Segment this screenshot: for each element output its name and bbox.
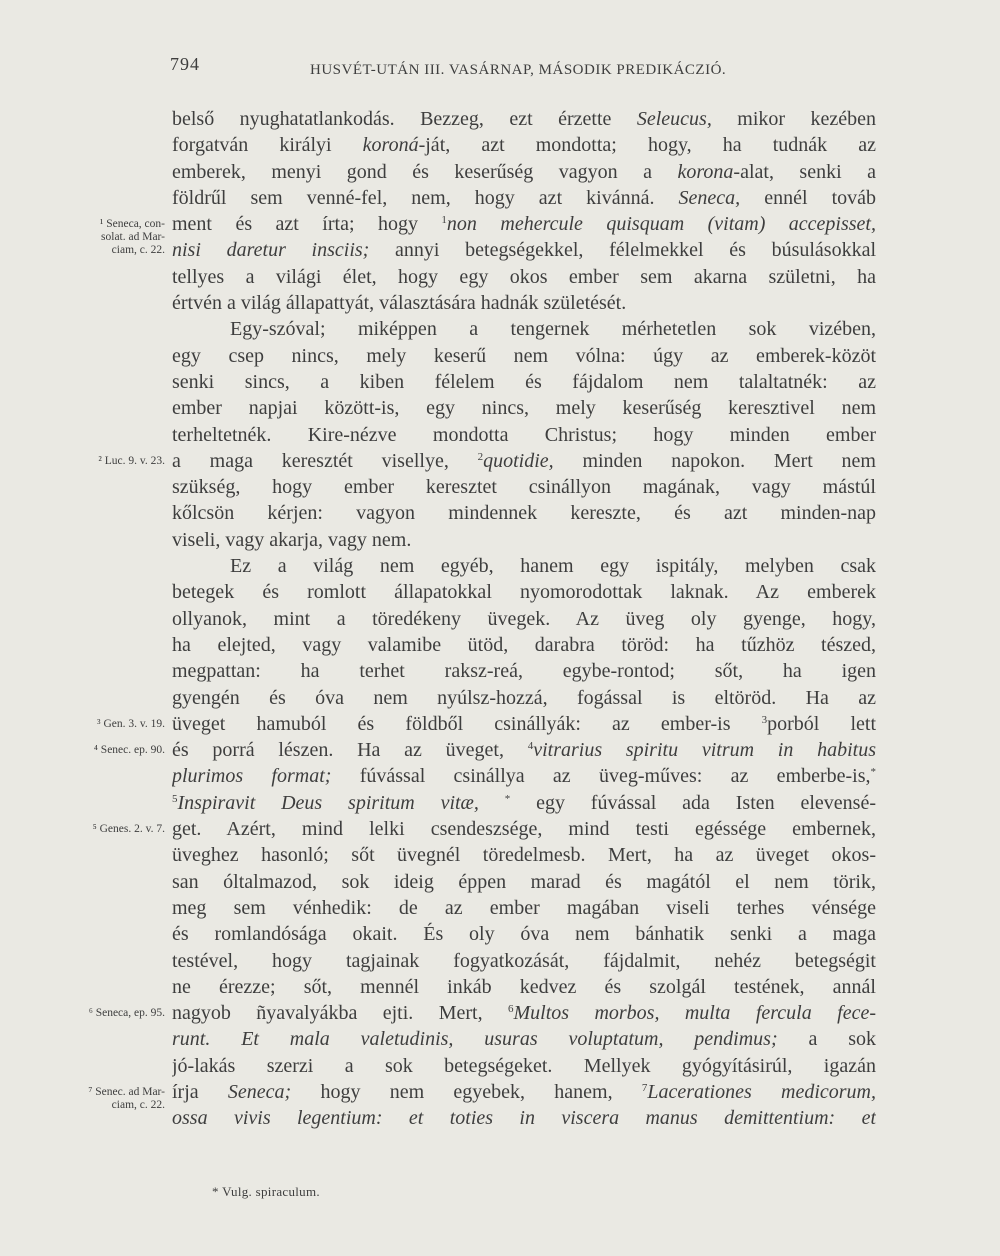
text-line (172, 921, 876, 947)
margin-note (50, 718, 165, 731)
text-run: ember napjai között-is, egy nincs, mely keserűség keresztivel nem (172, 397, 876, 420)
margin-note-line: ² Luc. 9. v. 23. (98, 454, 165, 467)
text-run: -alat, senki a (733, 160, 876, 183)
text-line (172, 790, 876, 816)
text-line (172, 132, 876, 158)
text-line (172, 369, 876, 395)
running-head: HUSVÉT-UTÁN III. VASÁRNAP, MÁSODIK PREDIKÁCZIÓ. (310, 62, 727, 78)
text-run: és porrá lészen. Ha az üveget, (172, 739, 528, 762)
text-line (172, 395, 876, 421)
text-run: Egy-szóval; miképpen a tengernek mérhetetlen sok vizében, (230, 318, 876, 341)
text-run: viseli, vagy akarja, vagy nem. (172, 528, 412, 551)
text-line (172, 237, 876, 263)
text-run: ment és azt írta; hogy (172, 213, 442, 236)
margin-note-line: ciam, c. 22. (111, 1099, 165, 1112)
margin-note-line: ⁴ Senec. ep. 90. (93, 744, 165, 757)
text-line (172, 974, 876, 1000)
text-run: san óltalmazod, sok ideig éppen marad és magától el nem törik, (172, 870, 876, 893)
text-line (172, 474, 876, 500)
text-run: tellyes a világi élet, hogy egy okos ember sem akarna születni, ha (172, 265, 876, 288)
margin-note-line: ciam, c. 22. (111, 244, 165, 257)
text-line (172, 290, 876, 316)
text-run: szükség, hogy ember keresztet csinállyon magának, vagy mástúl (172, 476, 876, 499)
text-run: vitrarius spiritu vitrum in habitus (533, 739, 876, 762)
text-run: Seneca, (678, 186, 741, 209)
note-marker: 5 (172, 792, 178, 805)
text-run: gyengén és óva nem nyúlsz-hozzá, fogással is eltöröd. Ha az (172, 686, 876, 709)
text-run: jó-lakás szerzi a sok betegségeket. Mellyek gyógyításirúl, igazán (172, 1054, 876, 1077)
text-run: forgatván királyi (172, 134, 363, 157)
text-line (172, 343, 876, 369)
text-run: ha elejted, vagy valamibe ütöd, darabra töröd: ha tűzhöz tészed, (172, 633, 876, 656)
text-run: kőlcsön kérjen: vagyon mindennek kereszte, és azt minden-nap (172, 502, 876, 525)
margin-note (50, 823, 165, 836)
text-run: Ez a világ nem egyéb, hanem egy ispitály, melyben csak (230, 555, 876, 578)
text-run: porból lett (767, 712, 876, 735)
text-run: -ját, azt mondotta; hogy, ha tudnák az (418, 134, 876, 157)
text-line (172, 658, 876, 684)
margin-note-line: solat. ad Mar- (101, 231, 165, 244)
text-run: Lacerationes medicorum, (647, 1080, 876, 1103)
text-run: non mehercule quisquam (vitam) accepisset, (446, 213, 876, 236)
text-line (172, 816, 876, 842)
page-header (170, 54, 880, 82)
text-run: korona (677, 160, 734, 183)
note-marker: 7 (641, 1081, 648, 1094)
text-line (172, 842, 876, 868)
text-line (172, 1026, 876, 1052)
margin-note (50, 218, 165, 257)
margin-note (50, 1007, 165, 1020)
margin-note-line: ⁶ Seneca, ep. 95. (88, 1007, 165, 1020)
text-run: nisi daretur insciis; (172, 239, 370, 262)
text-run: üveget hamuból és földből csinállyák: az ember-is (172, 712, 762, 735)
text-run: fúvással csinállya az üveg-műves: az emberbe-is, (331, 765, 871, 788)
text-line (172, 106, 876, 132)
text-line (172, 422, 876, 448)
text-line (172, 606, 876, 632)
text-line (172, 159, 876, 185)
page-number: 794 (170, 54, 200, 74)
text-run: ne érezze; sőt, mennél inkáb kedvez és szolgál testének, annál (172, 975, 876, 998)
text-run: egy csep nincs, mely keserű nem vólna: úgy az emberek-közöt (172, 344, 876, 367)
footnote: * Vulg. spiraculum. (212, 1184, 320, 1199)
note-marker: * (870, 766, 876, 779)
margin-note (50, 455, 165, 468)
text-run: mikor kezében (711, 108, 876, 130)
text-line (172, 500, 876, 526)
margin-note (50, 1086, 165, 1112)
text-run: minden napokon. Mert nem (553, 449, 876, 472)
note-marker: 6 (507, 1003, 514, 1016)
text-run: nagyob ñyavalyákba ejti. Mert, (172, 1002, 508, 1025)
text-line (172, 553, 876, 579)
body-text (172, 106, 876, 1132)
text-line (172, 264, 876, 290)
margin-note-line: ⁷ Senec. ad Mar- (88, 1086, 165, 1099)
text-run: Multos morbos, multa fercula fece- (513, 1002, 876, 1025)
margin-note-line: ³ Gen. 3. v. 19. (97, 717, 165, 730)
text-line (172, 211, 876, 237)
text-line (172, 737, 876, 763)
text-line (172, 895, 876, 921)
text-run: Seleucus, (636, 108, 712, 130)
text-run: hogy nem egyebek, hanem, (291, 1080, 642, 1103)
text-run: földrűl sem venné-fel, nem, hogy azt kivánná. (172, 186, 679, 209)
text-line (172, 711, 876, 737)
text-run: megpattan: ha terhet raksz-reá, egybe-rontod; sőt, ha igen (172, 660, 876, 683)
margin-note-line: ⁵ Genes. 2. v. 7. (92, 823, 165, 836)
text-run: quotidie, (483, 449, 554, 472)
text-run: annyi betegségekkel, félelmekkel és búsulásokkal (369, 239, 876, 262)
note-marker: * (504, 792, 511, 805)
note-marker: 3 (761, 713, 768, 726)
text-run: belső nyughatatlankodás. Bezzeg, ezt érzette (172, 108, 637, 130)
text-run: a sok (777, 1028, 876, 1051)
text-run: koroná (362, 134, 419, 157)
margin-note (50, 744, 165, 757)
text-run: egy fúvással ada Isten elevensé- (510, 791, 876, 814)
note-marker: 2 (477, 450, 484, 463)
text-line (172, 448, 876, 474)
text-run: Inspiravit Deus spiritum vitæ, (177, 791, 479, 814)
text-run (479, 792, 505, 814)
text-line (172, 1079, 876, 1105)
text-run: a maga keresztét visellye, (172, 449, 478, 472)
text-line (172, 632, 876, 658)
text-line (172, 685, 876, 711)
text-line (172, 1000, 876, 1026)
text-run: üveghez hasonló; sőt üvegnél töredelmesb. Mert, ha az üveget okos- (172, 844, 876, 867)
text-run: senki sincs, a kiben félelem és fájdalom nem talaltatnék: az (172, 370, 876, 393)
note-marker: 4 (527, 740, 534, 753)
text-line (172, 948, 876, 974)
text-run: testével, hogy tagjainak fogyatkozását, fájdalmit, nehéz betegségit (172, 949, 876, 972)
text-run: és romlandósága okait. És oly óva nem bánhatik senki a maga (172, 923, 876, 946)
text-run: runt. Et mala valetudinis, usuras voluptatum, pendimus; (172, 1028, 778, 1051)
text-run: Seneca; (227, 1080, 292, 1103)
text-run: terheltetnék. Kire-nézve mondotta Christus; hogy minden ember (172, 423, 876, 446)
text-run: plurimos format; (172, 765, 332, 788)
text-run: ossa vivis legentium: et toties in viscera manus demittentium: et (172, 1107, 876, 1130)
text-run: betegek és romlott állapatokkal nyomorodottak laknak. Az emberek (172, 581, 876, 604)
text-run: írja (172, 1080, 228, 1103)
text-line (172, 185, 876, 211)
text-run: ollyanok, mint a töredékeny üvegek. Az üveg oly gyenge, hogy, (172, 607, 876, 630)
margin-note-line: ¹ Seneca, con- (99, 218, 165, 231)
text-line (172, 763, 876, 789)
note-marker: 1 (441, 214, 447, 227)
text-line (172, 527, 876, 553)
text-line (172, 1105, 876, 1131)
text-line (172, 579, 876, 605)
text-run: emberek, menyi gond és keserűség vagyon a (172, 160, 678, 183)
text-line (172, 869, 876, 895)
text-run: get. Azért, mind lelki csendeszsége, mind testi egéssége embernek, (172, 818, 876, 841)
text-line (172, 316, 876, 342)
text-line (172, 1053, 876, 1079)
text-run: értvén a világ állapattyát, választására hadnák születését. (172, 292, 627, 315)
text-run: ennél továb (740, 186, 876, 209)
text-run: meg sem vénhedik: de az ember magában viseli terhes vénsége (172, 896, 876, 919)
